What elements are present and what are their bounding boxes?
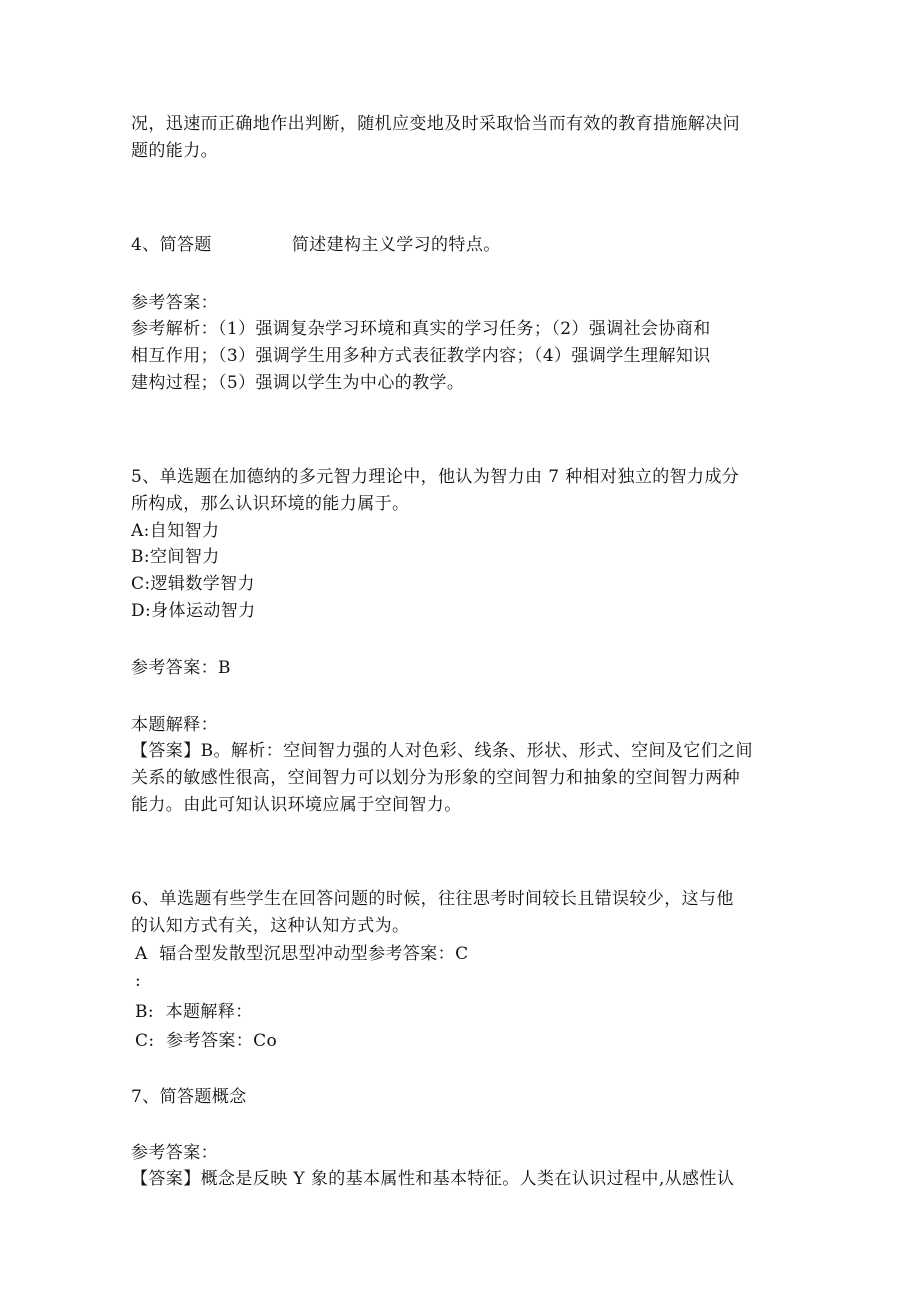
q6-row-b: B: 本题解释：: [135, 1002, 253, 1022]
q5-option-a: A:自知智力: [131, 521, 220, 541]
q6-question-line-2: 的认知方式有关，这种认知方式为。: [131, 916, 410, 936]
q5-answer: 参考答案：B: [131, 658, 231, 678]
q5-explain-line-1: 【答案】B。解析：空间智力强的人对色彩、线条、形状、形式、空间及它们之间: [131, 741, 753, 761]
q6-row-colon: :: [135, 971, 142, 991]
q4-header-row: [131, 232, 501, 258]
q7-answer-label: 参考答案：: [131, 1143, 218, 1163]
q7-answer-line: 【答案】概念是反映 Y 象的基本属性和基本特征。人类在认识过程中,从感性认: [131, 1169, 735, 1189]
q5-question-line-1: 5、单选题在加德纳的多元智力理论中，他认为智力由 7 种相对独立的智力成分: [131, 467, 740, 487]
q5-question-line-2: 所构成，那么认识环境的能力属于。: [131, 494, 410, 514]
q5-option-c: C:逻辑数学智力: [131, 574, 255, 594]
q5-explain-line-2: 关系的敏感性很高，空间智力可以划分为形象的空间智力和抽象的空间智力两种: [131, 768, 740, 788]
q4-analysis-line-3: 建构过程；（5）强调以学生为中心的教学。: [131, 373, 465, 393]
intro-line-2: 题的能力。: [131, 141, 218, 161]
q5-explain-label: 本题解释：: [131, 715, 218, 735]
q6-row-a: A 辐合型发散型沉思型冲动型参考答案：C: [135, 944, 469, 964]
q6-row-c: C: 参考答案：Co: [135, 1031, 278, 1051]
q4-analysis-line-1: 参考解析：（1）强调复杂学习环境和真实的学习任务；（2）强调社会协商和: [131, 319, 711, 339]
q6-question-line-1: 6、单选题有些学生在回答问题的时候，往往思考时间较长且错误较少，这与他: [131, 889, 734, 909]
q5-option-b: B:空间智力: [131, 547, 220, 567]
q4-answer-label: 参考答案：: [131, 293, 218, 313]
intro-line-1: 况，迅速而正确地作出判断，随机应变地及时采取恰当而有效的教育措施解决问: [131, 114, 740, 134]
q5-option-d: D:身体运动智力: [131, 601, 256, 621]
q4-question: 简述建构主义学习的特点。: [291, 235, 501, 255]
q4-analysis-line-2: 相互作用；（3）强调学生用多种方式表征教学内容；（4）强调学生理解知识: [131, 346, 711, 366]
q5-explain-line-3: 能力。由此可知认识环境应属于空间智力。: [131, 795, 462, 815]
q4-type: 4、简答题: [131, 235, 212, 255]
q7-header: 7、简答题概念: [131, 1087, 247, 1107]
